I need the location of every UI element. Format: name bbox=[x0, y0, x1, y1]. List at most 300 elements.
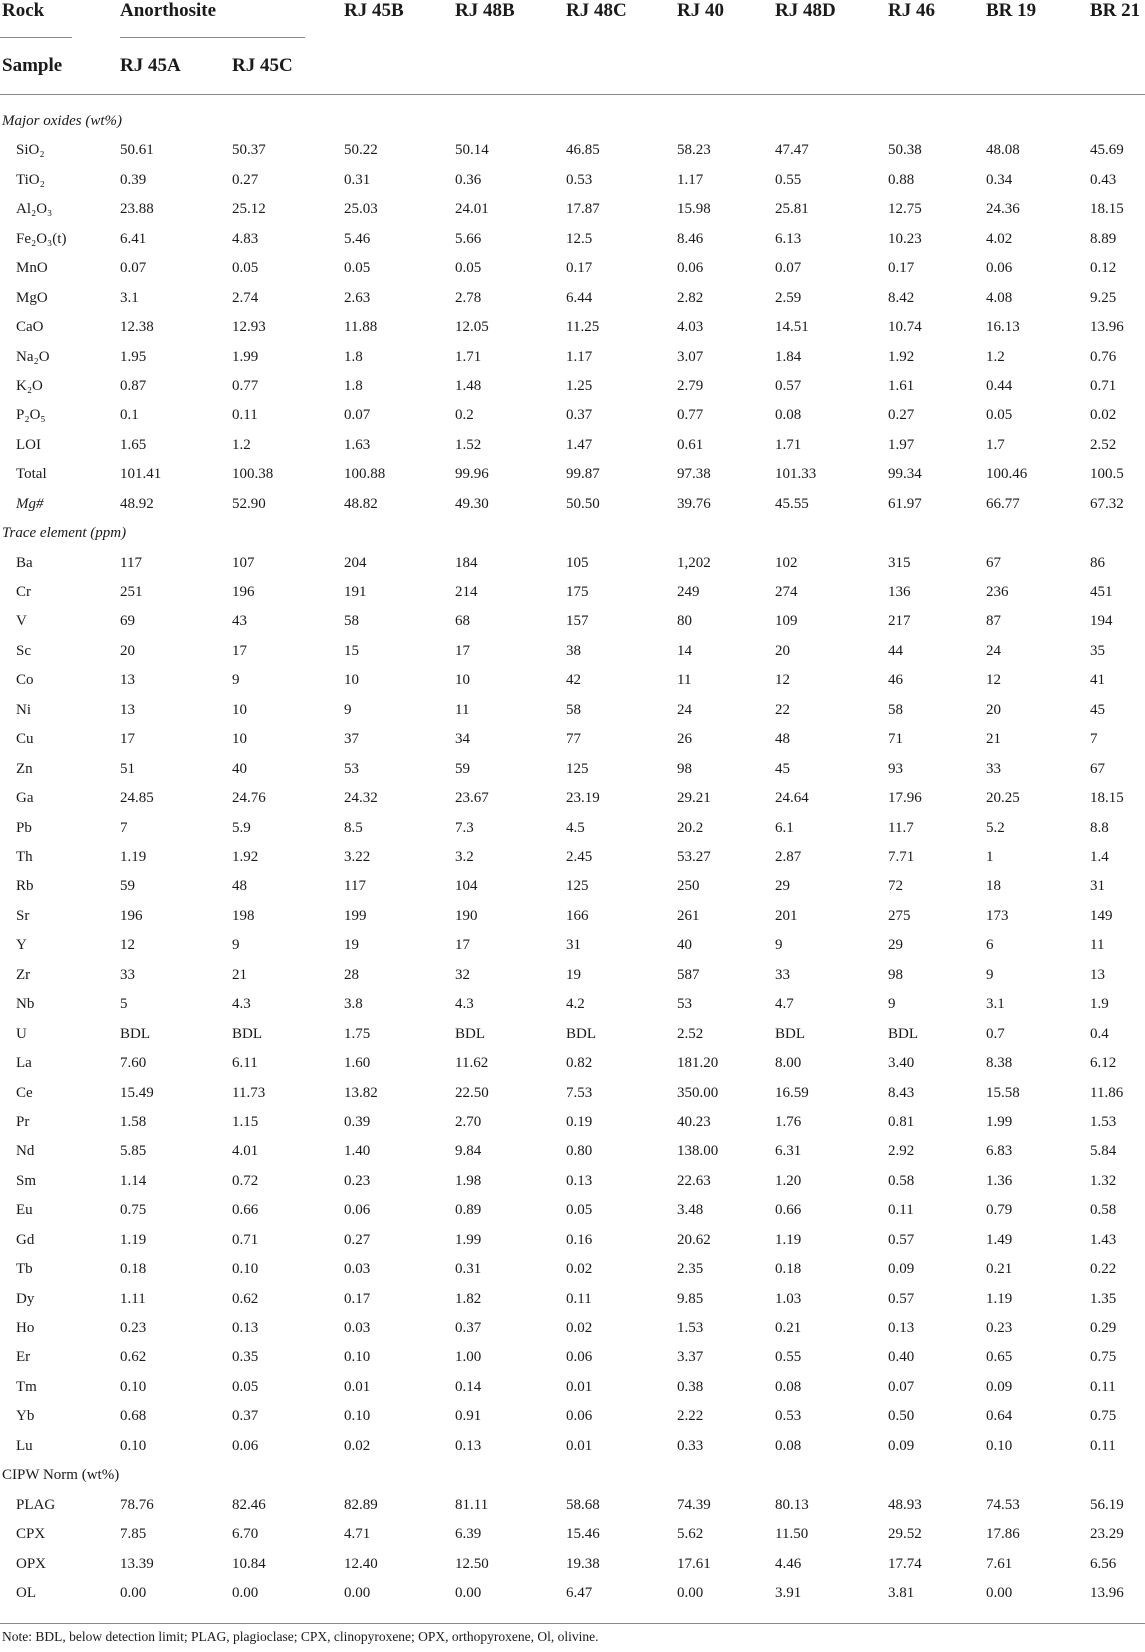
table-cell: 59 bbox=[455, 760, 470, 777]
table-cell: 0.10 bbox=[232, 1261, 259, 1278]
table-cell: 4.7 bbox=[775, 996, 794, 1013]
table-cell: 0.79 bbox=[986, 1202, 1013, 1219]
table-cell: 1.47 bbox=[566, 436, 593, 453]
table-cell: 19 bbox=[566, 966, 581, 983]
table-cell: 9 bbox=[986, 966, 994, 983]
table-cell: 26 bbox=[677, 731, 692, 748]
table-cell: 32 bbox=[455, 966, 470, 983]
table-cell: 25.12 bbox=[232, 201, 266, 218]
table-cell: 194 bbox=[1090, 613, 1113, 630]
table-cell: 1.8 bbox=[344, 377, 363, 394]
table-cell: 11.7 bbox=[888, 819, 914, 836]
table-cell: 4.83 bbox=[232, 230, 259, 247]
table-cell: 0.58 bbox=[1090, 1202, 1117, 1219]
table-row bbox=[0, 1314, 1145, 1343]
table-cell: 13 bbox=[120, 672, 135, 689]
table-cell: 0.01 bbox=[566, 1437, 593, 1454]
table-cell: 33 bbox=[120, 966, 135, 983]
table-cell: 19 bbox=[344, 937, 359, 954]
table-cell: 18.15 bbox=[1090, 790, 1124, 807]
table-cell: 1.49 bbox=[986, 1231, 1013, 1248]
table-cell: 451 bbox=[1090, 584, 1113, 601]
table-cell: 0.68 bbox=[120, 1408, 147, 1425]
table-cell: 109 bbox=[775, 613, 798, 630]
table-cell: 0.00 bbox=[986, 1585, 1013, 1601]
table-cell: 78.76 bbox=[120, 1496, 154, 1513]
table-cell: 0.50 bbox=[888, 1408, 915, 1425]
header-sample-id: RJ 45C bbox=[232, 55, 293, 76]
table-cell: 20.62 bbox=[677, 1231, 711, 1248]
table-cell: 1.25 bbox=[566, 377, 593, 394]
table-row bbox=[0, 637, 1145, 666]
table-cell: 0.03 bbox=[344, 1320, 371, 1337]
table-cell: 1.92 bbox=[888, 348, 915, 365]
table-cell: 1.40 bbox=[344, 1143, 371, 1160]
table-cell: 20 bbox=[986, 701, 1001, 718]
table-cell: 50.14 bbox=[455, 142, 489, 159]
table-row bbox=[0, 843, 1145, 872]
table-cell: 51 bbox=[120, 760, 135, 777]
table-cell: 1.9 bbox=[1090, 996, 1109, 1013]
row-label: Al₂O₃ bbox=[16, 201, 53, 218]
table-cell: 20.25 bbox=[986, 790, 1020, 807]
table-cell: 1.63 bbox=[344, 436, 371, 453]
table-cell: 1.92 bbox=[232, 849, 259, 865]
table-cell: 17.87 bbox=[566, 201, 600, 218]
table-cell: 0.02 bbox=[566, 1320, 593, 1337]
row-label: Na₂O bbox=[16, 348, 50, 365]
table-cell: 50.38 bbox=[888, 142, 922, 159]
table-cell: 2.52 bbox=[677, 1025, 704, 1042]
table-cell: 3.81 bbox=[888, 1585, 915, 1601]
table-cell: 58 bbox=[888, 701, 903, 718]
table-cell: 1.75 bbox=[344, 1025, 371, 1042]
table-cell: 1.8 bbox=[344, 348, 363, 365]
anorthosite-group-divider bbox=[120, 37, 305, 38]
table-cell: 138.00 bbox=[677, 1143, 719, 1160]
table-cell: 3.37 bbox=[677, 1349, 704, 1366]
table-row bbox=[0, 313, 1145, 342]
table-cell: 7 bbox=[1090, 731, 1098, 748]
table-cell: 0.87 bbox=[120, 377, 147, 394]
table-cell: 6.1 bbox=[775, 819, 794, 836]
table-cell: 82.89 bbox=[344, 1496, 378, 1513]
table-cell: 1.19 bbox=[775, 1231, 802, 1248]
table-cell: 0.35 bbox=[232, 1349, 259, 1366]
table-cell: 38 bbox=[566, 642, 581, 659]
table-cell: 23.88 bbox=[120, 201, 154, 218]
table-cell: 2.82 bbox=[677, 289, 704, 306]
table-cell: 20.2 bbox=[677, 819, 704, 836]
header-sample-id: RJ 45A bbox=[120, 55, 181, 76]
table-cell: 53 bbox=[677, 996, 692, 1013]
table-cell: 105 bbox=[566, 554, 589, 571]
table-cell: 24.85 bbox=[120, 790, 154, 807]
table-cell: 1.84 bbox=[775, 348, 802, 365]
table-cell: 261 bbox=[677, 907, 700, 924]
table-cell: 0.06 bbox=[566, 1349, 593, 1366]
table-cell: 149 bbox=[1090, 907, 1113, 924]
table-cell: 2.59 bbox=[775, 289, 802, 306]
table-cell: 0.05 bbox=[344, 260, 371, 277]
table-cell: 5.66 bbox=[455, 230, 482, 247]
table-cell: 0.33 bbox=[677, 1437, 704, 1454]
table-cell: 24 bbox=[677, 701, 692, 718]
table-cell: 24.76 bbox=[232, 790, 266, 807]
row-label: SiO₂ bbox=[16, 142, 45, 159]
table-cell: 1.17 bbox=[677, 171, 704, 188]
table-cell: 0.57 bbox=[888, 1231, 915, 1248]
table-cell: 1.48 bbox=[455, 377, 482, 394]
table-row bbox=[0, 254, 1145, 283]
table-cell: 6.44 bbox=[566, 289, 593, 306]
table-row bbox=[0, 136, 1145, 165]
table-cell: 0.05 bbox=[566, 1202, 593, 1219]
table-cell: 24.01 bbox=[455, 201, 489, 218]
table-cell: 1.19 bbox=[120, 849, 147, 865]
table-cell: 3.91 bbox=[775, 1585, 802, 1601]
header-divider bbox=[0, 37, 72, 38]
table-cell: 80 bbox=[677, 613, 692, 630]
table-cell: 0.23 bbox=[986, 1320, 1013, 1337]
table-row bbox=[0, 725, 1145, 754]
table-cell: 25.81 bbox=[775, 201, 809, 218]
table-cell: 71 bbox=[888, 731, 903, 748]
table-cell: 0.02 bbox=[566, 1261, 593, 1278]
table-cell: 1.65 bbox=[120, 436, 147, 453]
table-row bbox=[0, 607, 1145, 636]
table-cell: 251 bbox=[120, 584, 143, 601]
table-cell: 102 bbox=[775, 554, 798, 571]
table-cell: 0.89 bbox=[455, 1202, 482, 1219]
table-cell: 0.13 bbox=[232, 1320, 259, 1337]
table-cell: 12.05 bbox=[455, 319, 489, 336]
table-cell: 22 bbox=[775, 701, 790, 718]
table-cell: 25.03 bbox=[344, 201, 378, 218]
table-cell: 48.92 bbox=[120, 495, 154, 512]
table-cell: 0.17 bbox=[566, 260, 593, 277]
table-cell: 13.39 bbox=[120, 1555, 154, 1572]
table-cell: 1.95 bbox=[120, 348, 147, 365]
row-label: OL bbox=[16, 1585, 36, 1601]
table-row bbox=[0, 401, 1145, 430]
table-cell: 13 bbox=[120, 701, 135, 718]
table-cell: 3.07 bbox=[677, 348, 704, 365]
table-cell: 0.05 bbox=[986, 407, 1013, 424]
table-row bbox=[0, 1550, 1145, 1579]
table-cell: 10 bbox=[232, 731, 247, 748]
header-rock-id: RJ 46 bbox=[888, 0, 935, 21]
table-cell: 10.74 bbox=[888, 319, 922, 336]
table-cell: 0.05 bbox=[232, 260, 259, 277]
table-row bbox=[0, 696, 1145, 725]
table-cell: 50.61 bbox=[120, 142, 154, 159]
table-cell: 31 bbox=[566, 937, 581, 954]
table-cell: 40.23 bbox=[677, 1113, 711, 1130]
table-cell: 1.2 bbox=[232, 436, 251, 453]
table-cell: 29 bbox=[888, 937, 903, 954]
table-row bbox=[0, 755, 1145, 784]
table-cell: 1.98 bbox=[455, 1172, 482, 1189]
table-cell: 0.71 bbox=[232, 1231, 259, 1248]
table-cell: 1.58 bbox=[120, 1113, 147, 1130]
table-cell: 52.90 bbox=[232, 495, 266, 512]
row-label: Nb bbox=[16, 996, 35, 1013]
table-cell: 0.75 bbox=[1090, 1349, 1117, 1366]
table-row bbox=[0, 666, 1145, 695]
row-label: Ba bbox=[16, 554, 33, 571]
table-cell: 81.11 bbox=[455, 1496, 489, 1513]
table-cell: 181.20 bbox=[677, 1055, 719, 1072]
table-cell: 1.03 bbox=[775, 1290, 802, 1307]
table-cell: 0.62 bbox=[232, 1290, 259, 1307]
table-row bbox=[0, 490, 1145, 519]
table-cell: 67.32 bbox=[1090, 495, 1124, 512]
table-cell: 97.38 bbox=[677, 466, 711, 483]
table-cell: 6.83 bbox=[986, 1143, 1013, 1160]
table-cell: 249 bbox=[677, 584, 700, 601]
table-cell: 0.34 bbox=[986, 171, 1013, 188]
table-row bbox=[0, 1167, 1145, 1196]
table-cell: 9 bbox=[232, 937, 240, 954]
table-cell: BDL bbox=[775, 1025, 805, 1042]
table-cell: 18.15 bbox=[1090, 201, 1124, 218]
table-cell: 7 bbox=[120, 819, 128, 836]
table-cell: 1.76 bbox=[775, 1113, 802, 1130]
table-cell: 86 bbox=[1090, 554, 1105, 571]
table-cell: 6.47 bbox=[566, 1585, 593, 1601]
table-cell: 6.12 bbox=[1090, 1055, 1117, 1072]
table-cell: 184 bbox=[455, 554, 478, 571]
table-cell: 56.19 bbox=[1090, 1496, 1124, 1513]
table-cell: 0.38 bbox=[677, 1378, 704, 1395]
table-cell: 9.84 bbox=[455, 1143, 482, 1160]
table-cell: 0.11 bbox=[1090, 1437, 1116, 1454]
table-cell: 0.13 bbox=[566, 1172, 593, 1189]
table-cell: 0.80 bbox=[566, 1143, 593, 1160]
table-cell: 3.22 bbox=[344, 849, 371, 865]
row-label: Co bbox=[16, 672, 34, 689]
table-cell: 66.77 bbox=[986, 495, 1020, 512]
table-cell: 201 bbox=[775, 907, 798, 924]
table-cell: 9 bbox=[344, 701, 352, 718]
table-cell: 46 bbox=[888, 672, 903, 689]
table-cell: 44 bbox=[888, 642, 903, 659]
table-cell: 0.71 bbox=[1090, 377, 1117, 394]
table-cell: BDL bbox=[566, 1025, 596, 1042]
table-row bbox=[0, 1020, 1145, 1049]
table-cell: 23.67 bbox=[455, 790, 489, 807]
table-cell: 1.61 bbox=[888, 377, 915, 394]
table-cell: 58.68 bbox=[566, 1496, 600, 1513]
table-cell: 198 bbox=[232, 907, 255, 924]
table-cell: 101.33 bbox=[775, 466, 817, 483]
row-label: K₂O bbox=[16, 377, 43, 394]
table-cell: 0.39 bbox=[120, 171, 147, 188]
table-cell: 100.5 bbox=[1090, 466, 1124, 483]
row-label: Ce bbox=[16, 1084, 33, 1101]
table-cell: 0.53 bbox=[566, 171, 593, 188]
table-cell: 20 bbox=[775, 642, 790, 659]
table-cell: 45 bbox=[775, 760, 790, 777]
table-row bbox=[0, 902, 1145, 931]
table-cell: 196 bbox=[120, 907, 143, 924]
table-cell: 58.23 bbox=[677, 142, 711, 159]
table-cell: 191 bbox=[344, 584, 367, 601]
table-cell: 22.50 bbox=[455, 1084, 489, 1101]
table-cell: 8.5 bbox=[344, 819, 363, 836]
table-cell: 29 bbox=[775, 878, 790, 895]
table-cell: 0.00 bbox=[232, 1585, 259, 1601]
table-cell: 0.06 bbox=[986, 260, 1013, 277]
table-cell: 0.10 bbox=[344, 1349, 371, 1366]
table-cell: 0.29 bbox=[1090, 1320, 1117, 1337]
table-cell: 50.37 bbox=[232, 142, 266, 159]
table-cell: 0.11 bbox=[1090, 1378, 1116, 1395]
row-label: Eu bbox=[16, 1202, 33, 1219]
table-cell: 0.11 bbox=[888, 1202, 914, 1219]
table-cell: 10 bbox=[232, 701, 247, 718]
table-cell: 0.66 bbox=[775, 1202, 802, 1219]
table-cell: 35 bbox=[1090, 642, 1105, 659]
table-row bbox=[0, 1402, 1145, 1431]
table-cell: 1.17 bbox=[566, 348, 593, 365]
table-cell: 0.23 bbox=[344, 1172, 371, 1189]
table-cell: 12 bbox=[775, 672, 790, 689]
table-cell: 14.51 bbox=[775, 319, 809, 336]
table-cell: 0.58 bbox=[888, 1172, 915, 1189]
table-cell: 7.53 bbox=[566, 1084, 593, 1101]
table-cell: 9 bbox=[775, 937, 783, 954]
table-cell: 0.13 bbox=[455, 1437, 482, 1454]
table-cell: 0.37 bbox=[455, 1320, 482, 1337]
table-row bbox=[0, 1343, 1145, 1372]
row-label: Ho bbox=[16, 1320, 35, 1337]
row-label: Cu bbox=[16, 731, 34, 748]
table-cell: 48.08 bbox=[986, 142, 1020, 159]
table-cell: 16.13 bbox=[986, 319, 1020, 336]
table-cell: 0.64 bbox=[986, 1408, 1013, 1425]
table-cell: 0.16 bbox=[566, 1231, 593, 1248]
table-cell: 0.06 bbox=[232, 1437, 259, 1454]
table-cell: 1.7 bbox=[986, 436, 1005, 453]
table-cell: 22.63 bbox=[677, 1172, 711, 1189]
table-cell: 5.85 bbox=[120, 1143, 147, 1160]
row-label: Pr bbox=[16, 1113, 30, 1130]
table-row bbox=[0, 1079, 1145, 1108]
table-cell: 40 bbox=[677, 937, 692, 954]
table-cell: 166 bbox=[566, 907, 589, 924]
table-cell: 2.22 bbox=[677, 1408, 704, 1425]
table-cell: 15.49 bbox=[120, 1084, 154, 1101]
row-label: Sc bbox=[16, 642, 31, 659]
table-cell: 87 bbox=[986, 613, 1001, 630]
table-cell: 0.2 bbox=[455, 407, 474, 424]
table-row bbox=[0, 931, 1145, 960]
table-cell: 43 bbox=[232, 613, 247, 630]
table-cell: 2.70 bbox=[455, 1113, 482, 1130]
table-cell: 0.43 bbox=[1090, 171, 1117, 188]
table-cell: 0.4 bbox=[1090, 1025, 1109, 1042]
table-cell: BDL bbox=[888, 1025, 918, 1042]
table-cell: 11 bbox=[677, 672, 692, 689]
table-row bbox=[0, 460, 1145, 489]
table-cell: 7.60 bbox=[120, 1055, 147, 1072]
row-label: Sm bbox=[16, 1172, 37, 1189]
table-cell: 0.09 bbox=[888, 1261, 915, 1278]
table-cell: 2.92 bbox=[888, 1143, 915, 1160]
table-cell: 2.63 bbox=[344, 289, 371, 306]
table-cell: 0.61 bbox=[677, 436, 704, 453]
table-cell: 4.5 bbox=[566, 819, 585, 836]
table-cell: 100.88 bbox=[344, 466, 386, 483]
section-title: CIPW Norm (wt%) bbox=[2, 1467, 120, 1484]
table-cell: 0.00 bbox=[677, 1585, 704, 1601]
table-cell: 7.61 bbox=[986, 1555, 1013, 1572]
table-cell: 2.87 bbox=[775, 849, 802, 865]
table-cell: 14 bbox=[677, 642, 692, 659]
table-row bbox=[0, 343, 1145, 372]
table-cell: 7.71 bbox=[888, 849, 915, 865]
table-row bbox=[0, 1255, 1145, 1284]
table-cell: 11.50 bbox=[775, 1526, 809, 1543]
row-label: Ni bbox=[16, 701, 31, 718]
table-cell: 21 bbox=[232, 966, 247, 983]
table-cell: 1.19 bbox=[986, 1290, 1013, 1307]
table-cell: 49.30 bbox=[455, 495, 489, 512]
table-cell: 3.1 bbox=[986, 996, 1005, 1013]
table-cell: 0.62 bbox=[120, 1349, 147, 1366]
table-row bbox=[0, 166, 1145, 195]
table-cell: 12.93 bbox=[232, 319, 266, 336]
table-cell: 98 bbox=[888, 966, 903, 983]
section-title: Major oxides (wt%) bbox=[2, 113, 122, 129]
table-cell: 1.99 bbox=[455, 1231, 482, 1248]
row-label: OPX bbox=[16, 1555, 47, 1572]
table-cell: 0.76 bbox=[1090, 348, 1117, 365]
table-cell: 46.85 bbox=[566, 142, 600, 159]
table-cell: 17 bbox=[455, 642, 470, 659]
table-cell: 0.13 bbox=[888, 1320, 915, 1337]
row-label: Pb bbox=[16, 819, 32, 836]
row-label: Rb bbox=[16, 878, 34, 895]
row-label: Yb bbox=[16, 1408, 35, 1425]
table-cell: 199 bbox=[344, 907, 367, 924]
table-cell: 0.11 bbox=[232, 407, 258, 424]
table-row bbox=[0, 961, 1145, 990]
table-cell: 4.3 bbox=[455, 996, 474, 1013]
table-cell: 6 bbox=[986, 937, 994, 954]
table-cell: 12 bbox=[986, 672, 1001, 689]
table-cell: 0.31 bbox=[344, 171, 371, 188]
table-cell: 0.08 bbox=[775, 407, 802, 424]
table-row bbox=[0, 1049, 1145, 1078]
table-cell: 13.96 bbox=[1090, 319, 1124, 336]
table-cell: 157 bbox=[566, 613, 589, 630]
row-label: Y bbox=[16, 937, 27, 954]
header-rock-id: BR 21 bbox=[1090, 0, 1141, 21]
table-cell: 1.99 bbox=[986, 1113, 1013, 1130]
table-cell: 0.75 bbox=[120, 1202, 147, 1219]
table-cell: 0.08 bbox=[775, 1378, 802, 1395]
table-cell: 10 bbox=[344, 672, 359, 689]
table-cell: 0.03 bbox=[344, 1261, 371, 1278]
table-cell: 100.46 bbox=[986, 466, 1028, 483]
table-cell: 3.40 bbox=[888, 1055, 915, 1072]
table-cell: 6.13 bbox=[775, 230, 802, 247]
header-rock-id: RJ 48C bbox=[566, 0, 627, 21]
table-cell: 2.78 bbox=[455, 289, 482, 306]
